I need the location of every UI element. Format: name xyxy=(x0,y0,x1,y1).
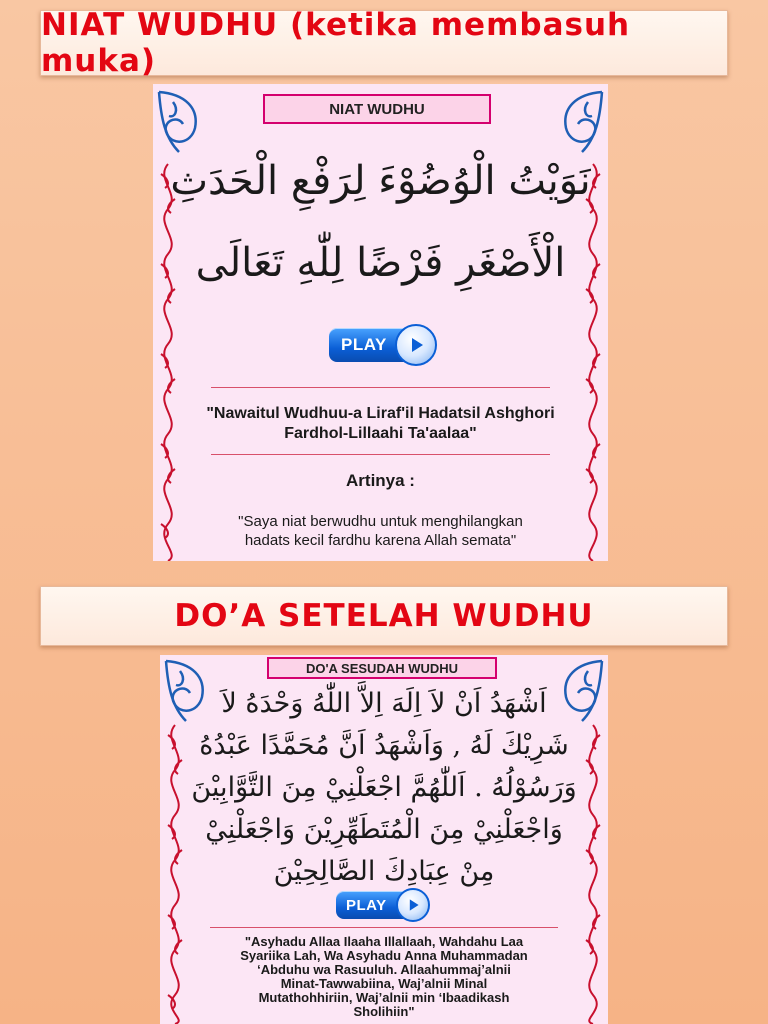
play-button[interactable] xyxy=(336,888,430,922)
divider xyxy=(211,387,550,388)
play-button[interactable] xyxy=(329,324,437,366)
meaning-line-1: "Saya niat berwudhu untuk menghilangkan xyxy=(238,513,523,530)
transliteration-line-2: Syariika Lah, Wa Asyhadu Anna Muhammadan xyxy=(240,948,528,963)
transliteration-line-2: Fardhol-Lillaahi Ta'aalaa" xyxy=(284,425,477,442)
banner-title: NIAT WUDHU (ketika membasuh muka) xyxy=(41,7,631,79)
divider xyxy=(210,927,558,928)
transliteration-line-4: Minat-Tawwabiina, Waj’alnii Minal xyxy=(280,976,488,991)
play-triangle-icon xyxy=(395,324,437,366)
arabic-text-line-4: وَاجْعَلْنِيْ مِنَ الْمُتَطَهِّرِيْنَ وَاجْعَلْنِيْ xyxy=(205,814,563,845)
arabic-text-line-3: وَرَسُوْلُهُ . اَللّٰهُمَّ اجْعَلْنِيْ مِنَ التَّوَّابِيْنَ xyxy=(191,772,577,803)
play-button-label: PLAY xyxy=(336,891,408,919)
arabic-text-line-1: نَوَيْتُ الْوُضُوْءَ لِرَفْعِ الْحَدَثِ xyxy=(170,158,591,204)
arabic-text-line-2: الْأَصْغَرِ فَرْضًا لِلّٰهِ تَعَالَى xyxy=(195,240,566,286)
transliteration-line-3: ‘Abduhu wa Rasuuluh. Allaahummaj’alnii xyxy=(257,962,511,977)
play-triangle-icon xyxy=(396,888,430,922)
divider xyxy=(211,454,550,455)
meaning-line-2: hadats kecil fardhu karena Allah semata" xyxy=(244,532,517,549)
banner-doa-setelah-wudhu xyxy=(40,586,728,646)
card-title-text: DO'A SESUDAH WUDHU xyxy=(305,660,459,676)
top-right-corner-ornament-icon xyxy=(556,657,606,727)
arabic-text-line-2: شَرِيْكَ لَهُ , وَاَشْهَدُ اَنَّ مُحَمَّدًا عَبْدُهُ xyxy=(199,730,569,761)
transliteration-line-1: "Nawaitul Wudhuu-a Liraf'il Hadatsil Ashghori xyxy=(206,405,555,422)
top-left-corner-ornament-icon xyxy=(155,88,205,158)
transliteration-line-1: "Asyhadu Allaa Ilaaha Illallaah, Wahdahu Laa xyxy=(244,934,524,949)
banner-niat-wudhu xyxy=(40,7,728,79)
top-left-corner-ornament-icon xyxy=(162,657,212,727)
transliteration-line-6: Sholihiin" xyxy=(353,1004,415,1019)
card-title xyxy=(267,657,497,679)
card-niat-wudhu xyxy=(153,84,608,561)
banner-title: DO’A SETELAH WUDHU xyxy=(174,598,594,634)
top-right-corner-ornament-icon xyxy=(556,88,606,158)
transliteration-line-5: Mutathohhiriin, Waj’alnii min ‘Ibaadikash xyxy=(258,990,510,1005)
card-title xyxy=(263,94,491,124)
card-title-text: NIAT WUDHU xyxy=(329,100,425,118)
arabic-text-line-5: مِنْ عِبَادِكَ الصَّالِحِيْنَ xyxy=(273,856,495,887)
play-button-label: PLAY xyxy=(329,328,409,362)
card-doa-sesudah-wudhu xyxy=(160,655,608,1024)
meaning-heading: Artinya : xyxy=(346,471,415,490)
arabic-text-line-1: اَشْهَدُ اَنْ لاَ اِلَهَ اِلاَّ اللّٰهُ وَحْدَهُ لاَ xyxy=(221,688,547,719)
